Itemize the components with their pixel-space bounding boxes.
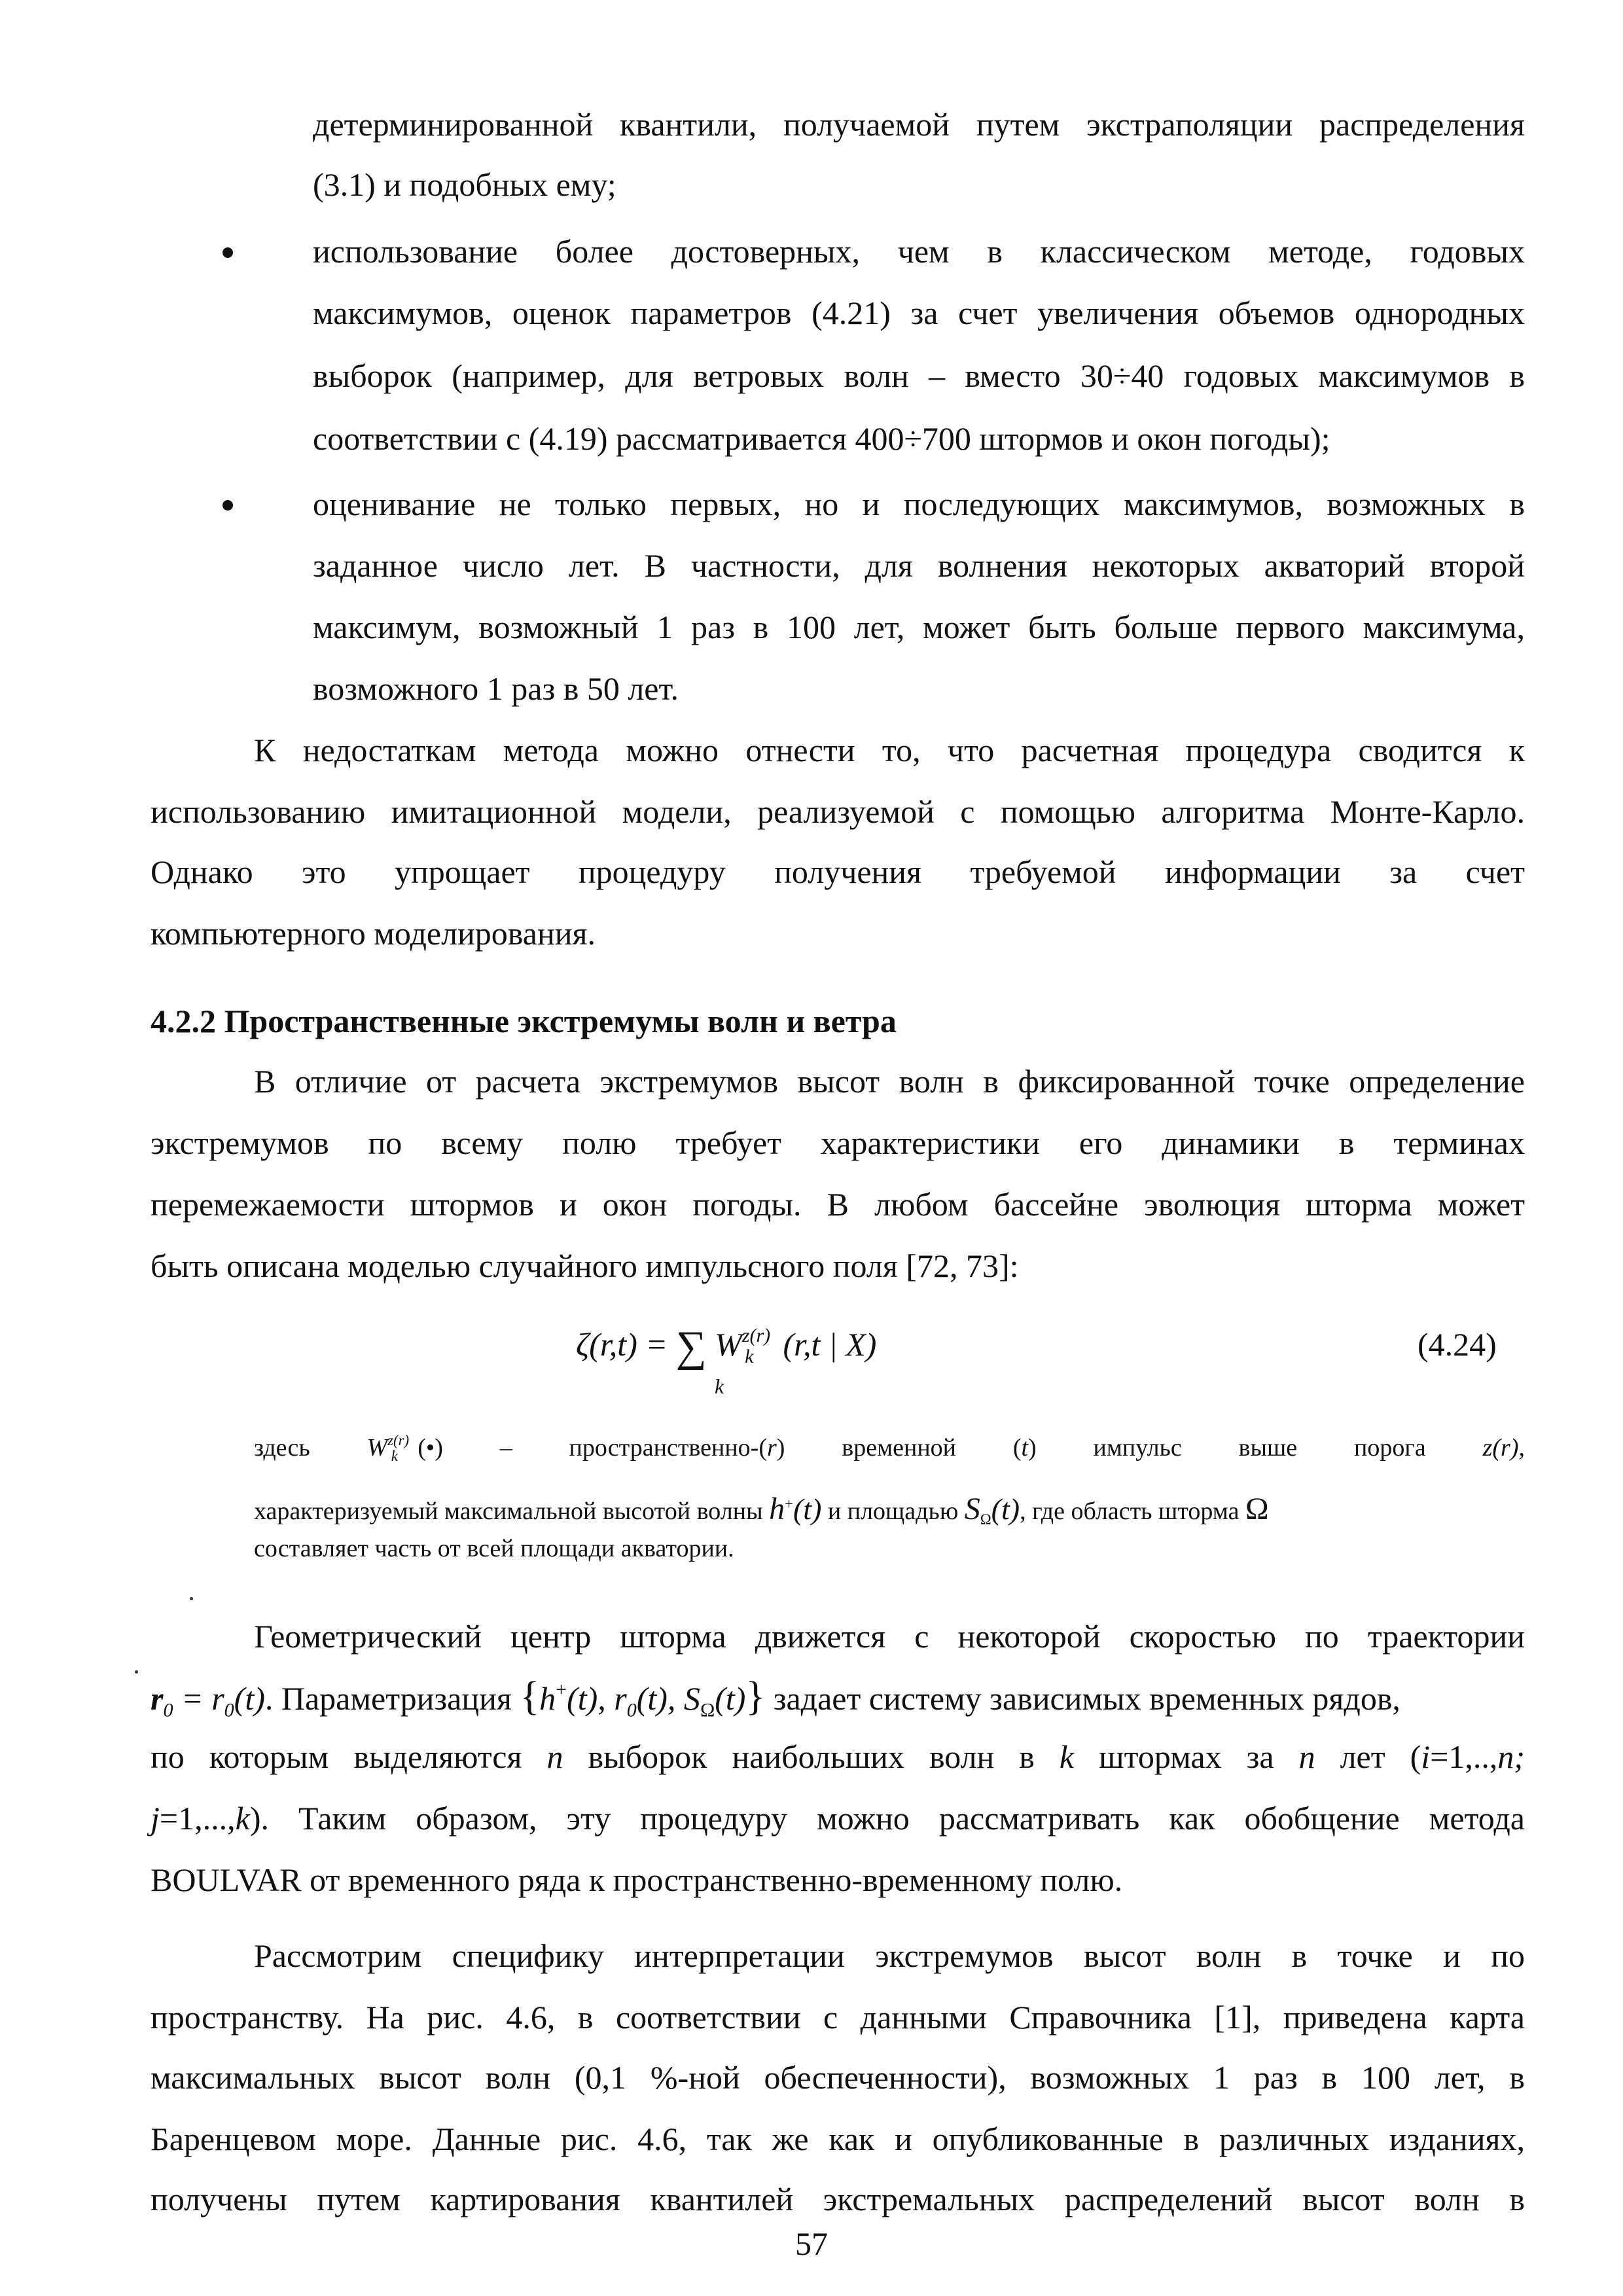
bullet-2-line-2: заданное число лет. В частности, для волнения некоторых акваторий второй [313, 547, 1525, 584]
geo4-j: j [151, 1800, 160, 1837]
geo-text-a: . Параметризация [264, 1680, 520, 1717]
bullet-continuation-line-1: детерминированной квантили, получаемой путем экстраполяции распределения [313, 106, 1525, 143]
geo-r0: r [151, 1680, 164, 1717]
note2-text-a: характеризуемый максимальной высотой волны [254, 1498, 763, 1525]
geo-h-sup: + [556, 1679, 567, 1700]
geo-s-sub: Ω [700, 1699, 715, 1721]
section-number: 4.2.2 [151, 1003, 216, 1039]
geo-text-b: задает систему зависимых временных рядов, [765, 1680, 1400, 1717]
note-text-b: ) временной ( [776, 1434, 1022, 1462]
geo-r0-sub: 0 [163, 1699, 173, 1721]
sum-sign: ∑ [675, 1323, 707, 1371]
note2-h-sup: + [785, 1496, 793, 1513]
equation-number: (4.24) [1418, 1326, 1497, 1363]
geo-r0t-sub: 0 [224, 1699, 234, 1721]
note-w-sub: k [391, 1447, 398, 1464]
geo4-text-b: ). Таким образом, эту процедуру можно рассматривать как обобщение метода [249, 1800, 1525, 1837]
bullet-1-line-4: соответствии с (4.19) рассматривается 400÷700 штормов и окон погоды); [313, 420, 1330, 457]
geo-set-open: { [520, 1674, 540, 1719]
bullet-1-line-2: максимумов, оценок параметров (4.21) за счет увеличения объемов однородных [313, 295, 1525, 331]
geo3-n2: n [1298, 1738, 1315, 1775]
note-w-arg: (•) [418, 1434, 443, 1462]
geometric-line-3 [151, 1737, 1525, 1776]
geo3-n3: n; [1497, 1738, 1525, 1775]
note-line-2 [254, 1494, 1269, 1527]
intro-line-3: перемежаемости штормов и окон погоды. В любом бассейне эволюция шторма может [151, 1186, 1525, 1223]
section-heading [151, 1001, 897, 1041]
geo3-text-d: лет ( [1315, 1738, 1421, 1775]
note-here: здесь [254, 1434, 310, 1462]
note2-s-sub: Ω [980, 1511, 991, 1528]
drawbacks-line-1: К недостаткам метода можно отнести то, что расчетная процедура сводится к [254, 732, 1525, 768]
note2-omega: Ω [1245, 1492, 1269, 1526]
geo4-text-a: =1,..., [159, 1800, 236, 1837]
section-title: Пространственные экстремумы волн и ветра [224, 1003, 897, 1039]
intro-line-2: экстремумов по всему полю требует характеристики его динамики в терминах [151, 1124, 1525, 1161]
geometric-line-1: Геометрический центр шторма движется с некоторой скоростью по траектории [254, 1618, 1525, 1655]
geo-set-close: } [745, 1674, 766, 1719]
note-line-3: составляет часть от всей площади акватории. [254, 1535, 734, 1562]
bullet-1-line-3: выборок (например, для ветровых волн – вместо 30÷40 годовых максимумов в [313, 357, 1525, 394]
equation-lhs: ζ(r,t) = [576, 1326, 668, 1363]
intro-line-4: быть описана моделью случайного импульсного поля [72, 73]: [151, 1247, 1019, 1284]
consider-line-5: получены путем картирования квантилей экстремальных распределений высот волн в [151, 2181, 1525, 2217]
note-w-sup: z(r) [387, 1432, 410, 1449]
note2-text-c: , где область шторма [1020, 1498, 1240, 1525]
note2-text-b: и площадью [827, 1498, 959, 1525]
drawbacks-line-2: использованию имитационной модели, реализуемой с помощью алгоритма Монте-Карло. [151, 793, 1525, 830]
note-dash: – [499, 1434, 512, 1462]
equation-4-24 [576, 1323, 877, 1371]
bullet-marker-1 [223, 247, 233, 258]
geo3-k: k [1059, 1738, 1075, 1775]
scan-speck [135, 1670, 138, 1674]
geo3-i: i [1421, 1738, 1431, 1775]
geo-r0t-arg: (t) [234, 1680, 265, 1717]
scan-speck [190, 1597, 193, 1600]
geometric-line-4 [151, 1799, 1525, 1838]
bullet-2-line-4: возможного 1 раз в 50 лет. [313, 670, 679, 707]
note-text-a: пространственно-( [569, 1434, 767, 1462]
drawbacks-line-3: Однако это упрощает процедуру получения требуемой информации за счет [151, 853, 1525, 890]
geo-r-sub: 0 [626, 1699, 637, 1721]
geometric-line-2 [151, 1674, 1400, 1721]
geo3-text-e: =1,.., [1430, 1738, 1498, 1775]
geo-r-arg: (t), S [636, 1680, 700, 1717]
geo3-text-c: штормах за [1074, 1738, 1299, 1775]
consider-line-3: максимальных высот волн (0,1 %-ной обеспеченности), возможных 1 раз в 100 лет, в [151, 2059, 1525, 2096]
drawbacks-line-4: компьютерного моделирования. [151, 915, 596, 952]
geo-h-arg: (t), r [567, 1680, 627, 1717]
bullet-2-line-3: максимум, возможный 1 раз в 100 лет, может быть больше первого максимума, [313, 609, 1525, 645]
note2-s-arg: (t) [991, 1492, 1020, 1526]
consider-line-2: пространству. На рис. 4.6, в соответствии с данными Справочника [1], приведена карта [151, 1999, 1525, 2036]
sum-index: k [715, 1374, 724, 1398]
geo-eq: = r [173, 1680, 224, 1717]
equation-w-sub: k [745, 1345, 754, 1367]
note2-h: h [769, 1492, 785, 1526]
note-r: r [767, 1434, 777, 1462]
consider-line-1: Рассмотрим специфику интерпретации экстремумов высот волн в точке и по [254, 1937, 1525, 1974]
consider-line-4: Баренцевом море. Данные рис. 4.6, так же как и опубликованные в различных изданиях, [151, 2121, 1525, 2157]
equation-args: (r,t | X) [783, 1326, 877, 1363]
intro-line-1: В отличие от расчета экстремумов высот волн в фиксированной точке определение [254, 1063, 1525, 1100]
geo4-k: k [235, 1800, 250, 1837]
bullet-1-line-1: использование более достоверных, чем в классическом методе, годовых [313, 233, 1525, 270]
note-z: z(r), [1482, 1434, 1525, 1462]
bullet-2-line-1: оценивание не только первых, но и последующих максимумов, возможных в [313, 486, 1525, 522]
note-text-c: ) импульс выше порога [1028, 1434, 1426, 1462]
geo3-n1: n [546, 1738, 563, 1775]
geo3-text-a: по которым выделяются [151, 1738, 547, 1775]
note-line-1 [254, 1432, 1525, 1463]
note2-h-arg: (t) [793, 1492, 822, 1526]
note-t: t [1021, 1434, 1029, 1462]
note2-s: S [964, 1492, 980, 1526]
note-w: W [366, 1434, 388, 1462]
geo-s-arg: (t) [715, 1680, 746, 1717]
geo3-text-b: выборок наибольших волн в [563, 1738, 1060, 1775]
geo-h: h [539, 1680, 556, 1717]
bullet-marker-2 [223, 500, 233, 511]
bullet-continuation-line-2: (3.1) и подобных ему; [313, 166, 616, 203]
page-number: 57 [795, 2225, 828, 2262]
geometric-line-5: BOULVAR от временного ряда к пространственно-временному полю. [151, 1861, 1123, 1898]
equation-w-sup: z(r) [741, 1325, 771, 1346]
equation-w: W [715, 1326, 742, 1363]
